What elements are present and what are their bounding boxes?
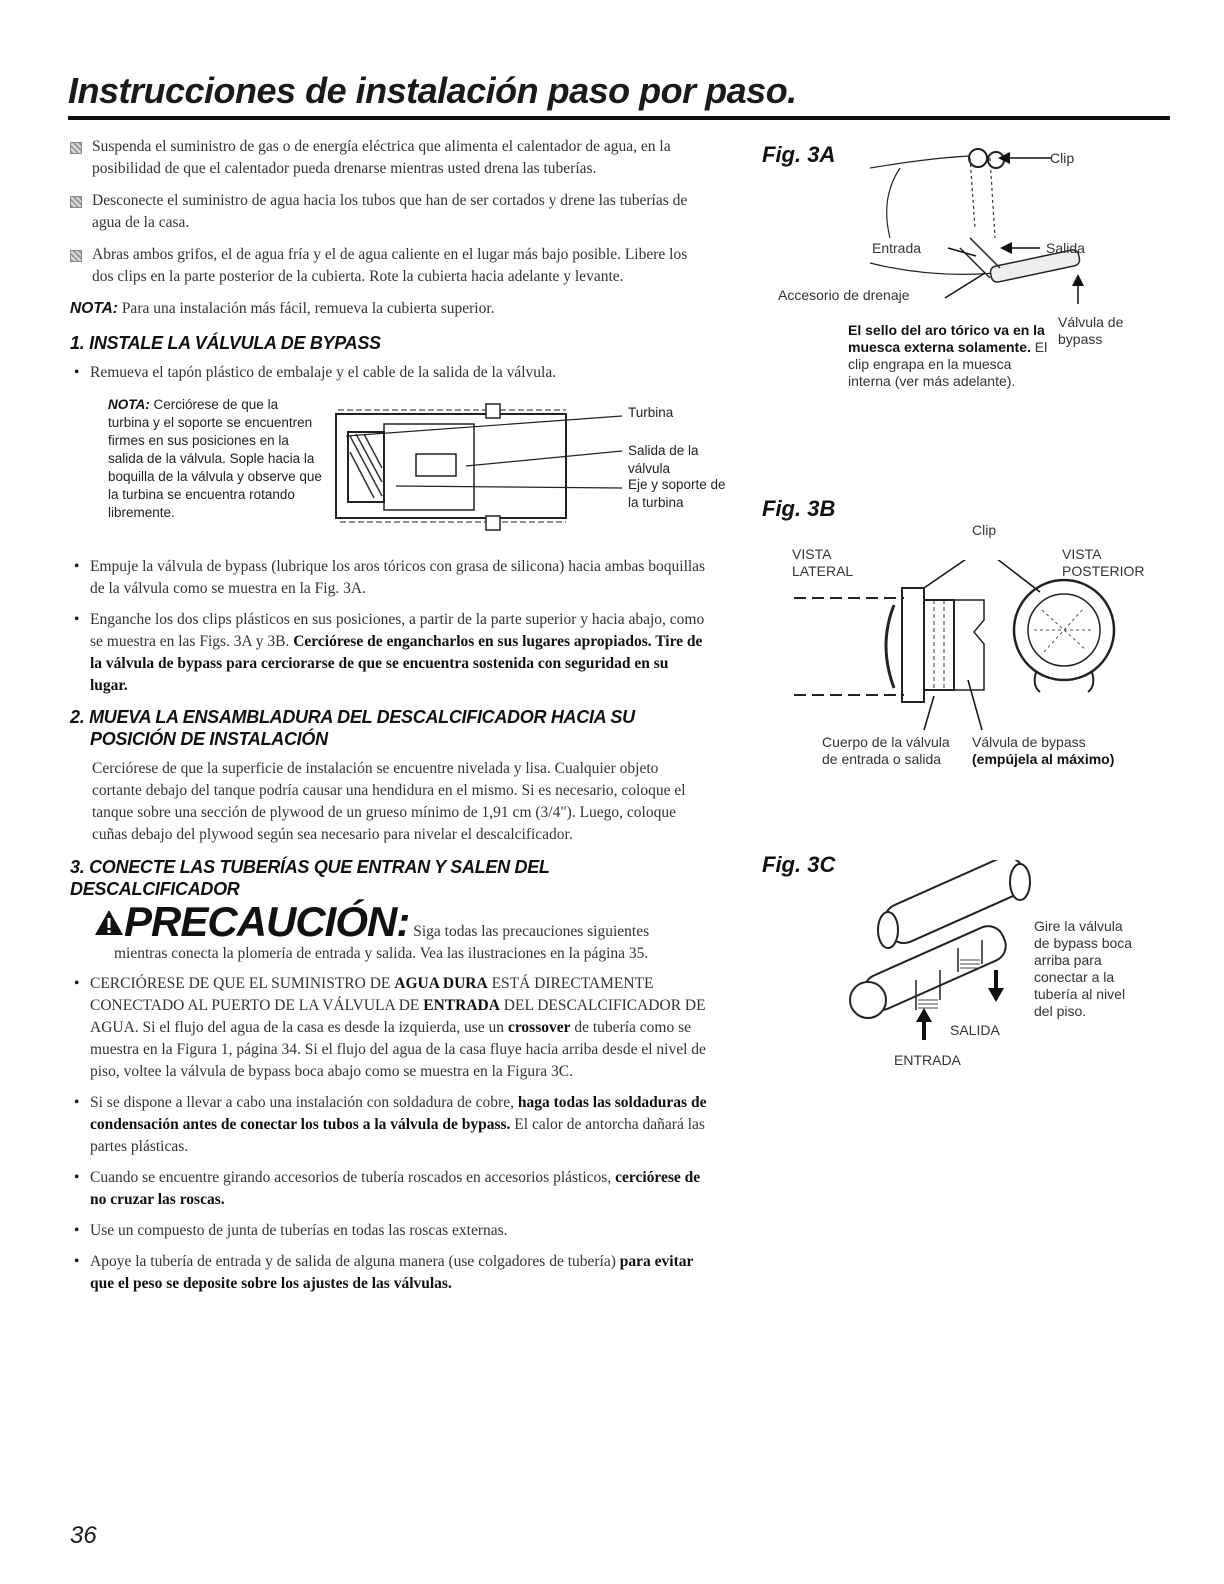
fig3a-note: El sello del aro tórico va en la muesca externa solamente. El clip engrapa en la muesca interna (ver más adelante). <box>848 322 1048 389</box>
section1-bullet-2: • Empuje la válvula de bypass (lubrique los aros tóricos con grasa de silicona) hacia ambas boquillas de la válvula como se muestra en la Fig. 3A. <box>70 556 710 600</box>
label-salida-valvula: Salida de la válvula <box>628 443 699 476</box>
page-title: Instrucciones de instalación paso por paso. <box>68 70 797 111</box>
section1-heading: 1. INSTALE LA VÁLVULA DE BYPASS <box>70 333 381 353</box>
fig3c-label: Fig. 3C <box>762 852 836 877</box>
section3-bullet-1: • CERCIÓRESE DE QUE EL SUMINISTRO DE AGUA DURA ESTÁ DIRECTAMENTE CONECTADO AL PUERTO DE LA VÁLVULA DE ENTRADA DEL DESCALCIFICADOR DE AGUA. Si el flujo del agua de la casa es desde la izquierda, use un crossover de tubería como se muestra en la Figura 1, página 34. Si el flujo del agua de la casa fluye hacia arriba desde el nivel de piso, voltee la válvula de bypass boca abajo como se muestra en la Figura 3C. <box>70 973 710 1083</box>
intro-step-1: Suspenda el suministro de gas o de energía eléctrica que alimenta el calentador de agua, en la posibilidad de que el calentador pueda drenarse mientras usted drena las tuberías. <box>70 136 710 180</box>
warning-triangle-icon <box>94 908 124 936</box>
intro-step-3: Abras ambos grifos, el de agua fría y el de agua caliente en el lugar más bajo posible. Libere los dos clips en la parte posterior de la cubierta. Rote la cubierta hacia adelante y levante. <box>70 244 710 288</box>
intro-step-2: Desconecte el suministro de agua hacia los tubos que han de ser cortados y drene las tuberías de agua de la casa. <box>70 190 710 234</box>
section2-heading: 2. MUEVA LA ENSAMBLADURA DEL DESCALCIFICADOR HACIA SU POSICIÓN DE INSTALACIÓN <box>70 707 635 749</box>
fig3a-diagram <box>850 138 1130 308</box>
checkbox-square-icon <box>70 196 82 208</box>
fig3a-accesorio: Accesorio de drenaje <box>778 287 910 303</box>
section3-heading: 3. CONECTE LAS TUBERÍAS QUE ENTRAN Y SALEN DEL DESCALCIFICADOR <box>70 857 550 899</box>
checkbox-square-icon <box>70 250 82 262</box>
checkbox-square-icon <box>70 142 82 154</box>
title-rule <box>68 116 1170 120</box>
section3-bullet-3: • Cuando se encuentre girando accesorios de tubería roscados en accesorios plásticos, cerciórese de no cruzar las roscas. <box>70 1167 710 1211</box>
fig3c-gire: Gire la válvula de bypass boca arriba para conectar a la tubería al nivel del piso. <box>1034 918 1133 1019</box>
fig3b-cuerpo: Cuerpo de la válvula de entrada o salida <box>822 734 950 767</box>
turbine-note: NOTA: Cerciórese de que la turbina y el soporte se encuentren firmes en sus posiciones en la salida de la válvula. Sople hacia la boquilla de la válvula y observe que la turbina se encuentra rotando libremente. <box>108 397 322 520</box>
section1-bullet-3: • Enganche los dos clips plásticos en sus posiciones, a partir de la parte superior y hacia abajo, como se muestra en las Figs. 3A y 3B. Cerciórese de engancharlos en sus lugares apropiados. Tire de la válvula de bypass para cerciorarse de que se encuentra sostenida con seguridad en su lugar. <box>70 609 710 697</box>
caution-block: PRECAUCIÓN: Siga todas las precauciones siguientes mientras conecta la plomería de entrada y salida. Vea las ilustraciones en la página 35. <box>70 908 710 965</box>
fig3a-entrada: Entrada <box>872 240 922 256</box>
fig3a-label: Fig. 3A <box>762 142 836 167</box>
instructions-column <box>70 136 726 1304</box>
intro-note: NOTA: Para una instalación más fácil, remueva la cubierta superior. <box>70 300 495 317</box>
fig3a-valvula: Válvula de bypass <box>1058 314 1124 347</box>
fig3b-vista-lateral: VISTA LATERAL <box>792 546 854 579</box>
page-number: 36 <box>70 1522 97 1549</box>
label-eje-soporte: Eje y soporte de la turbina <box>628 477 726 510</box>
section1-bullet-1: • Remueva el tapón plástico de embalaje y el cable de la salida de la válvula. <box>70 362 710 384</box>
fig3b-valvula: Válvula de bypass (empújela al máximo) <box>972 734 1115 767</box>
fig3c-entrada: ENTRADA <box>894 1052 961 1068</box>
fig3b-label: Fig. 3B <box>762 496 836 521</box>
section3-bullet-4: • Use un compuesto de junta de tuberías en todas las roscas externas. <box>70 1220 710 1242</box>
section3-bullet-5: • Apoye la tubería de entrada y de salida de alguna manera (use colgadores de tubería) para evitar que el peso se deposite sobre los ajustes de las válvulas. <box>70 1251 710 1295</box>
fig3a-salida: Salida <box>1046 240 1085 256</box>
section2-text: Cerciórese de que la superficie de instalación se encuentre nivelada y lisa. Cualquier objeto cortante debajo del tanque podría causar una hendidura en el mismo. Si es necesario, coloque el tanque sobre una sección de plywood de un grueso mínimo de 1,91 cm (3/4"). Luego, coloque cuñas debajo del plywood según sea necesario para nivelar el descalcificador. <box>92 760 686 843</box>
fig3b-diagram <box>784 560 1144 730</box>
label-turbina: Turbina <box>628 405 674 420</box>
fig3b-vista-posterior: VISTA POSTERIOR <box>1062 546 1145 579</box>
fig3a-clip: Clip <box>1050 150 1075 166</box>
turbine-figure <box>108 396 726 546</box>
fig3c-diagram <box>820 860 1050 1040</box>
fig3b-clip: Clip <box>972 522 997 538</box>
section3-bullet-2: • Si se dispone a llevar a cabo una instalación con soldadura de cobre, haga todas las soldaduras de condensación antes de conectar los tubos a la válvula de bypass. El calor de antorcha dañará las partes plásticas. <box>70 1092 710 1158</box>
turbine-diagram <box>326 396 626 536</box>
caution-label: PRECAUCIÓN: <box>124 898 410 945</box>
fig3c-salida: SALIDA <box>950 1022 1000 1038</box>
